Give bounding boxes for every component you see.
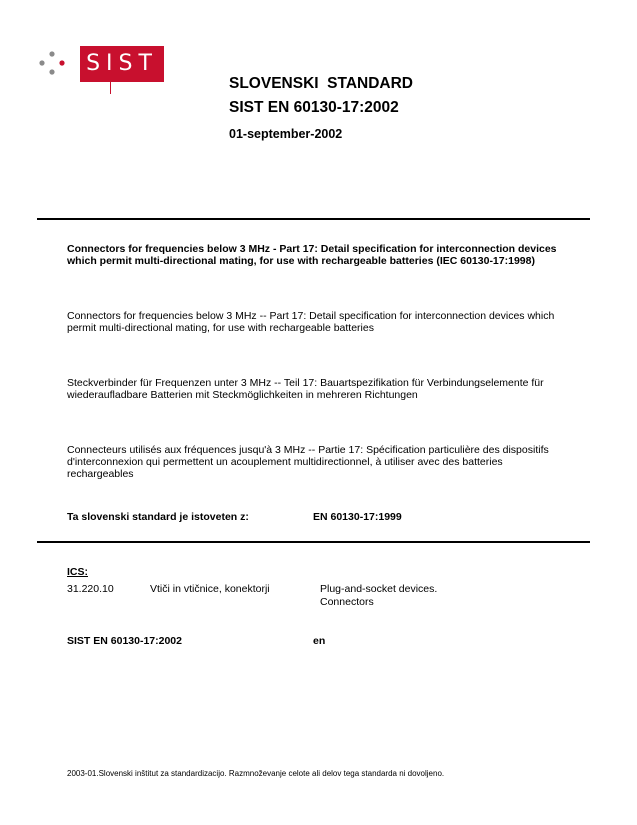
identical-value: EN 60130-17:1999 (313, 511, 402, 523)
document-type: SLOVENSKI STANDARD (229, 75, 414, 92)
french-title: Connecteurs utilisés aux fréquences jusqu'à 3 MHz -- Partie 17: Spécification particulière des dispositifs d'interconnexion qui permettent un acouplement multidirectionnel, à utiliser avec des batteries rechargeables (67, 444, 549, 480)
standard-code: SIST EN 60130-17:2002 (229, 99, 399, 116)
ics-heading: ICS: (67, 566, 88, 578)
logo-wordmark: SIST (80, 46, 164, 82)
main-title: Connectors for frequencies below 3 MHz - Part 17: Detail specification for interconnection devices which permit multi-directional mating, for use with rechargeable batteries (IEC 60130-17:1998) (67, 243, 557, 267)
english-title: Connectors for frequencies below 3 MHz -- Part 17: Detail specification for interconnection devices which permit multi-directional mating, for use with rechargeable batteries (67, 310, 555, 334)
publication-date: 01-september-2002 (229, 127, 343, 141)
bottom-language: en (313, 635, 326, 647)
logo-rule (110, 82, 111, 94)
ics-english-line2: Connectors (320, 596, 374, 608)
bottom-standard-code: SIST EN 60130-17:2002 (67, 635, 182, 647)
top-divider (37, 218, 590, 220)
german-title: Steckverbinder für Frequenzen unter 3 MHz -- Teil 17: Bauartspezifikation für Verbindungselemente für wiederaufladbare Batterien mit Steckmöglichkeiten in mehreren Richtungen (67, 377, 544, 401)
ics-code: 31.220.10 (67, 583, 114, 595)
middle-divider (37, 541, 590, 543)
identical-label: Ta slovenski standard je istoveten z: (67, 511, 249, 523)
copyright-footer: 2003-01.Slovenski inštitut za standardizacijo. Razmnoževanje celote ali delov tega standarda ni dovoljeno. (67, 769, 445, 778)
logo-dots-icon (37, 50, 77, 90)
ics-slovene: Vtiči in vtičnice, konektorji (150, 583, 270, 595)
ics-english-line1: Plug-and-socket devices. (320, 583, 438, 595)
